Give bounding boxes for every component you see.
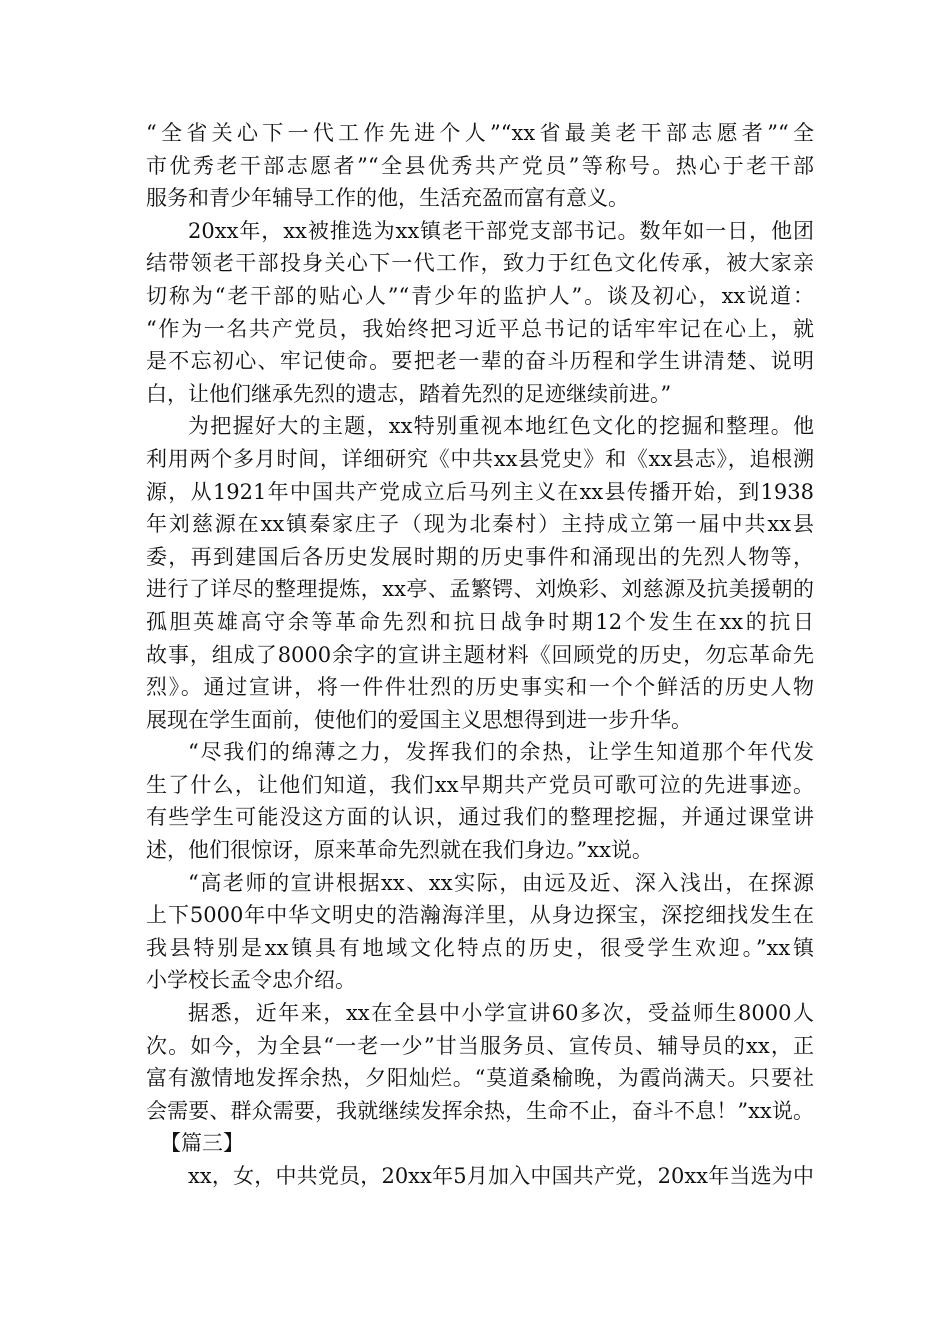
text-line: 小学校长孟令忠介绍。 bbox=[146, 968, 356, 993]
paragraph-first-line: “尽我们的绵薄之力，发挥我们的余热，让学生知道那个年代发 bbox=[188, 740, 814, 765]
section-heading: 【篇三】 bbox=[160, 1131, 244, 1156]
text-line: 利用两个多月时间，详细研究《中共xx县党史》和《xx县志》，追根溯 bbox=[146, 446, 814, 471]
document-body bbox=[146, 117, 814, 1193]
paragraph-first-line: 为把握好大的主题，xx特别重视本地红色文化的挖掘和整理。他 bbox=[188, 414, 814, 439]
text-line: “作为一名共产党员，我始终把习近平总书记的话牢牢记在心上，就 bbox=[146, 316, 814, 341]
text-line: 结带领老干部投身关心下一代工作，致力于红色文化传承，被大家亲 bbox=[146, 251, 814, 276]
paragraph-first-line: xx，女，中共党员，20xx年5月加入中国共产党，20xx年当选为中 bbox=[188, 1164, 814, 1188]
text-line: 委，再到建国后各历史发展时期的历史事件和涌现出的先烈人物等， bbox=[146, 544, 814, 569]
paragraph-first-line: 20xx年，xx被推选为xx镇老干部党支部书记。数年如一日，他团 bbox=[188, 218, 814, 243]
text-line: 有些学生可能没这方面的认识，通过我们的整理挖掘，并通过课堂讲 bbox=[146, 805, 814, 830]
text-line: 述，他们很惊讶，原来革命先烈就在我们身边。”xx说。 bbox=[146, 838, 653, 863]
text-line: 孤胆英雄高守余等革命先烈和抗日战争时期12个发生在xx的抗日 bbox=[146, 609, 814, 634]
text-line: 富有激情地发挥余热，夕阳灿烂。“莫道桑榆晚，为霞尚满天。只要社 bbox=[146, 1066, 814, 1091]
text-line: 切称为“老干部的贴心人”“青少年的监护人”。谈及初心，xx说道： bbox=[146, 283, 814, 308]
text-line: 生了什么，让他们知道，我们xx早期共产党员可歌可泣的先进事迹。 bbox=[146, 772, 814, 797]
paragraph-first-line: 据悉，近年来，xx在全县中小学宣讲60多次，受益师生8000人 bbox=[188, 1001, 814, 1026]
text-line: 白，让他们继承先烈的遗志，踏着先烈的足迹继续前进。” bbox=[146, 381, 672, 406]
text-line: 我县特别是xx镇具有地域文化特点的历史，很受学生欢迎。”xx镇 bbox=[146, 935, 814, 960]
paragraph-first-line: “高老师的宣讲根据xx、xx实际，由远及近、深入浅出，在探源 bbox=[188, 870, 814, 895]
text-line: 服务和青少年辅导工作的他，生活充盈而富有意义。 bbox=[146, 186, 629, 211]
text-line: 次。如今，为全县“一老一少”甘当服务员、宣传员、辅导员的xx，正 bbox=[146, 1033, 814, 1058]
text-line: 年刘慈源在xx镇秦家庄子（现为北秦村）主持成立第一届中共xx县 bbox=[146, 512, 814, 537]
text-line: 是不忘初心、牢记使命。要把老一辈的奋斗历程和学生讲清楚、说明 bbox=[146, 349, 814, 374]
text-line: 故事，组成了8000余字的宣讲主题材料《回顾党的历史，勿忘革命先 bbox=[146, 642, 814, 667]
text-line: 源，从1921年中国共产党成立后马列主义在xx县传播开始，到1938 bbox=[146, 479, 814, 504]
text-line: 市优秀老干部志愿者”“全县优秀共产党员”等称号。热心于老干部 bbox=[146, 153, 814, 178]
text-line: 会需要、群众需要，我就继续发挥余热，生命不止，奋斗不息！”xx说。 bbox=[146, 1098, 814, 1123]
text-line: 烈》。通过宣讲，将一件件壮烈的历史事实和一个个鲜活的历史人物 bbox=[146, 675, 814, 700]
text-line: 展现在学生面前，使他们的爱国主义思想得到进一步升华。 bbox=[146, 707, 692, 732]
text-line: 上下5000年中华文明史的浩瀚海洋里，从身边探宝，深挖细找发生在 bbox=[146, 903, 814, 928]
text-line: 进行了详尽的整理提炼，xx亭、孟繁锷、刘焕彩、刘慈源及抗美援朝的 bbox=[146, 577, 814, 602]
text-line: “全省关心下一代工作先进个人”“xx省最美老干部志愿者”“全 bbox=[146, 121, 814, 145]
